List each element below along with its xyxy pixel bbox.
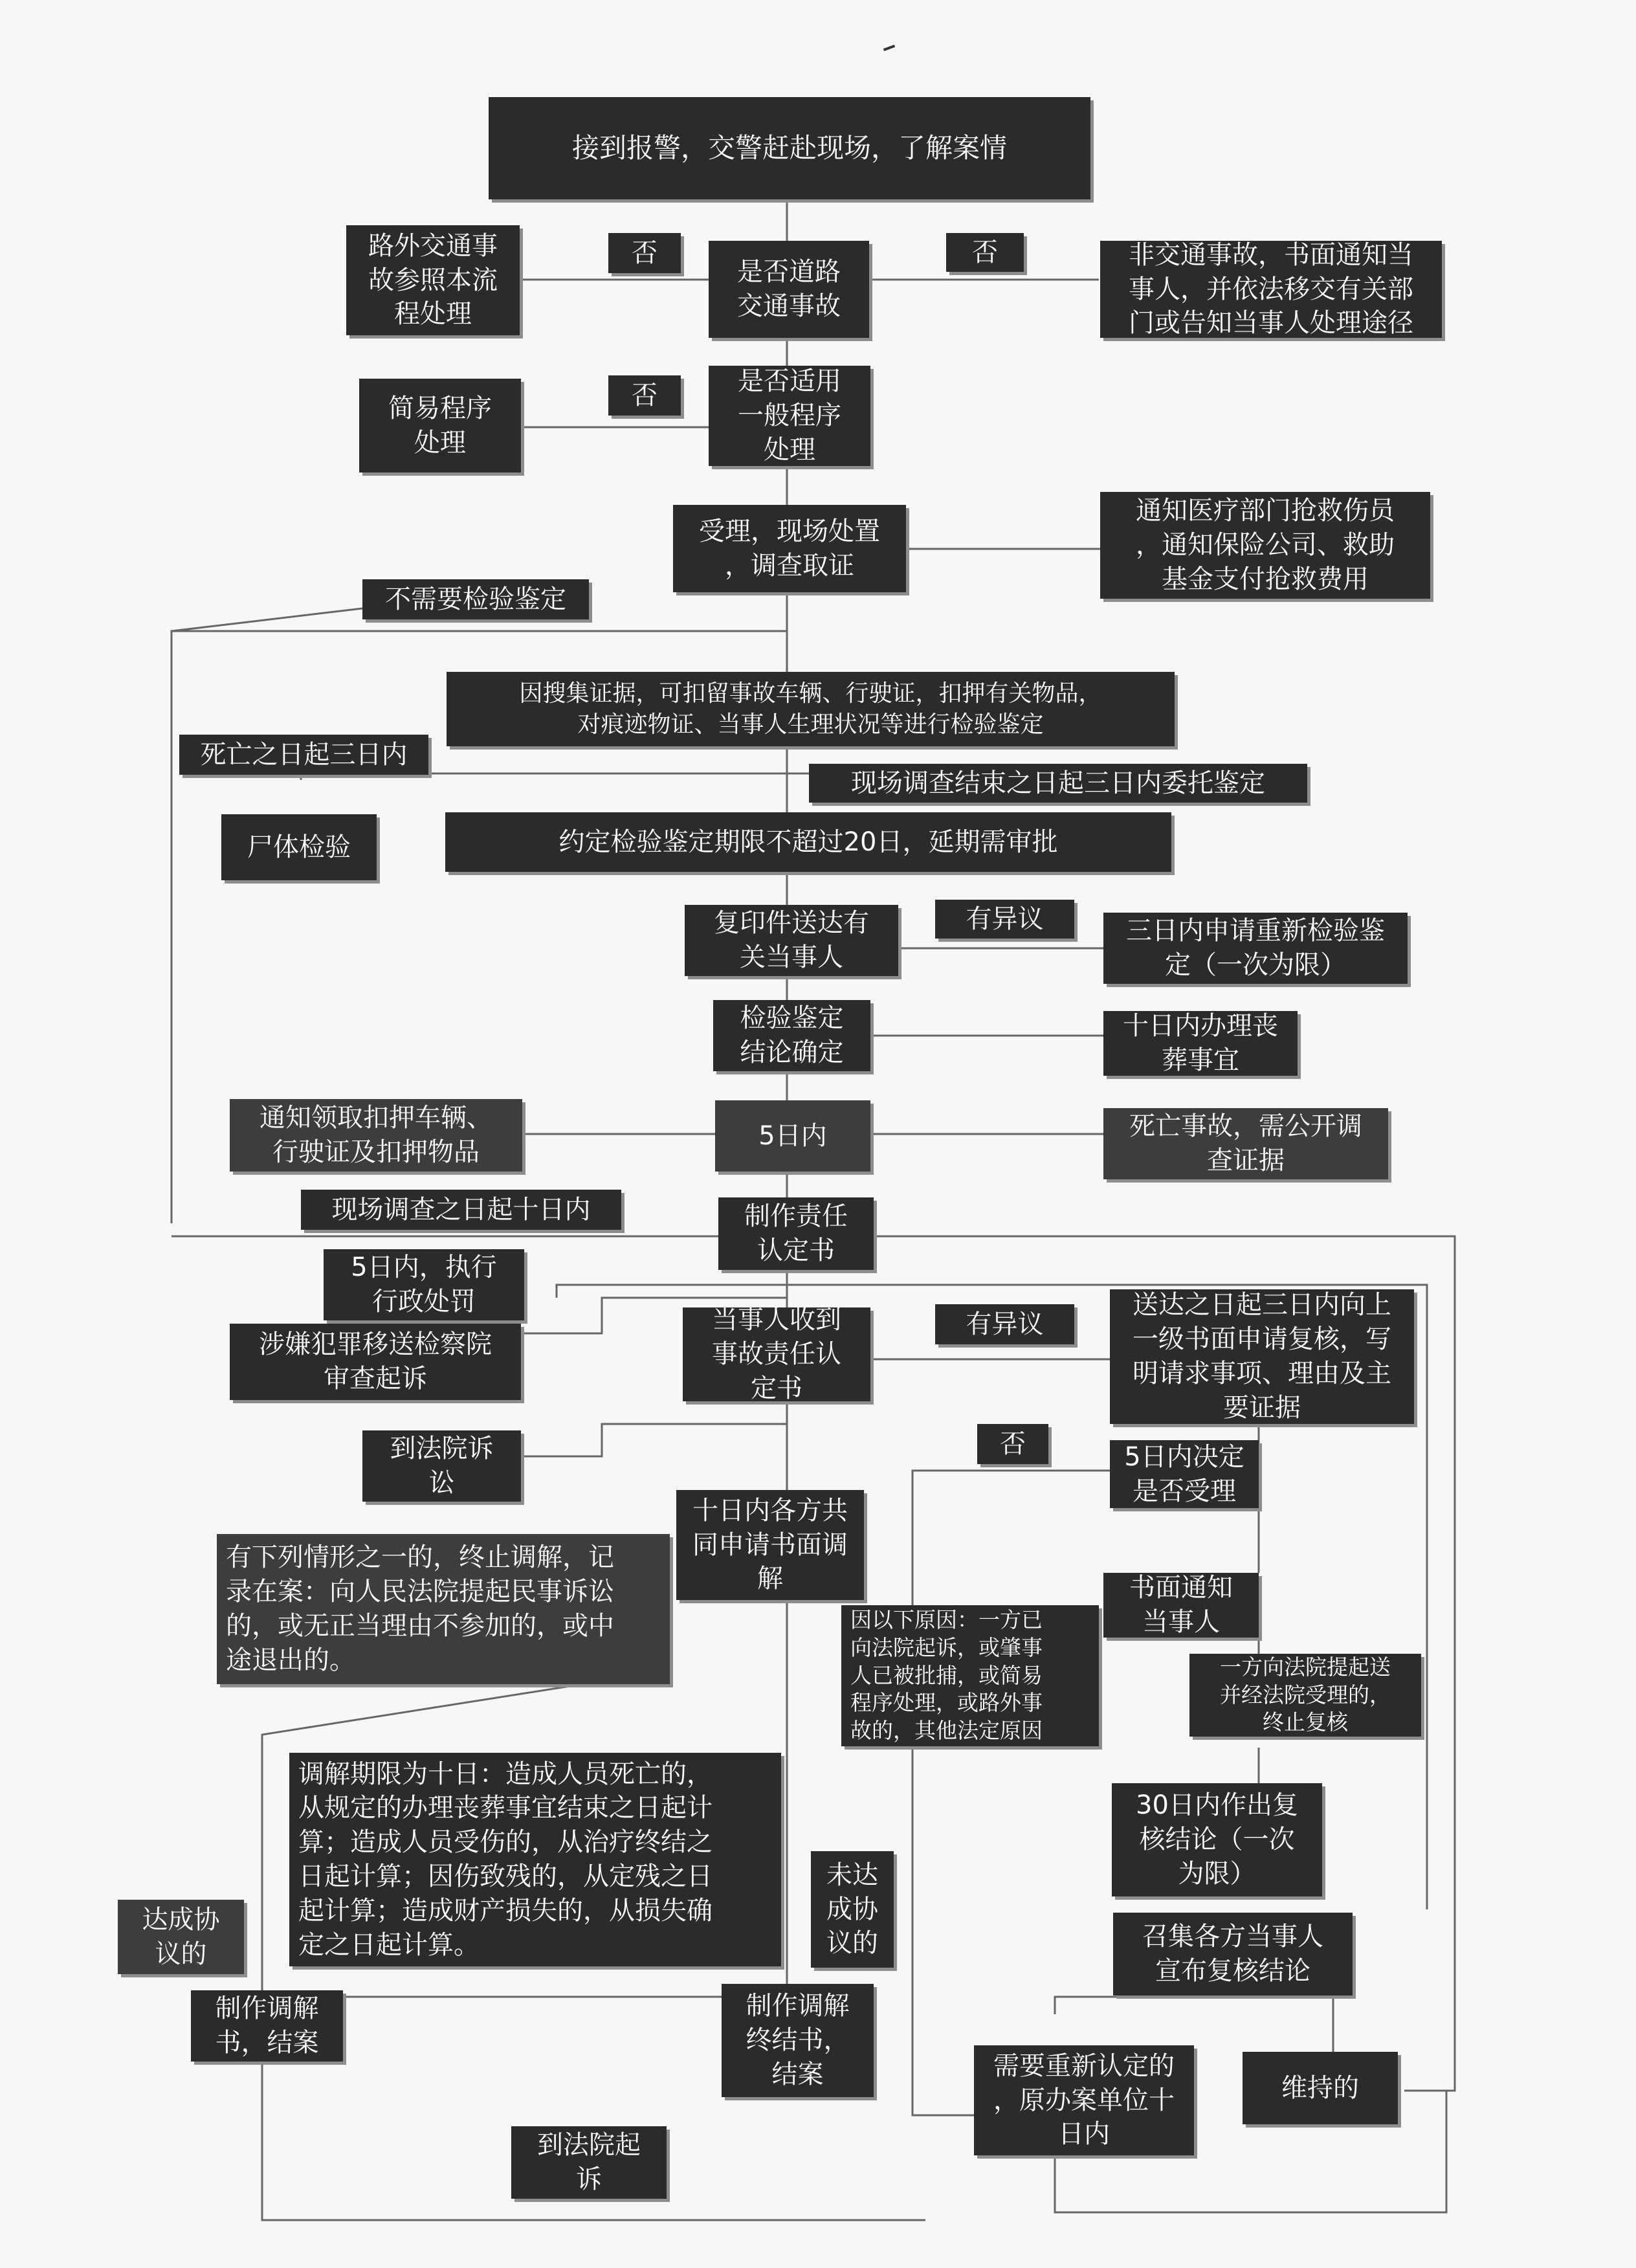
not-agreed-node: 未达 成协 议的: [811, 1851, 894, 1968]
death-three-days-label: 死亡之日起三日内: [179, 735, 428, 775]
announce-review-node: 召集各方当事人 宣布复核结论: [1113, 1913, 1353, 1996]
autopsy-node: 尸体检验: [221, 814, 377, 880]
reinspect-node: 三日内申请重新检验鉴 定（一次为限）: [1103, 913, 1408, 984]
start-node: 接到报警，交警赶赴现场，了解案情: [489, 97, 1090, 199]
offroad-node: 路外交通事 故参照本流 程处理: [346, 225, 520, 335]
mediation-book-node: 制作调解 书，结案: [191, 1990, 343, 2062]
copy-delivery-node: 复印件送达有 关当事人: [685, 905, 898, 976]
no-label-1: 否: [608, 233, 681, 273]
conclusion-node: 检验鉴定 结论确定: [713, 1000, 870, 1071]
funeral-ten-days-node: 十日内办理丧 葬事宜: [1103, 1011, 1298, 1076]
court-sue-node: 到法院起 诉: [511, 2126, 667, 2199]
collect-evidence-node: 因搜集证据，可扣留事故车辆、行驶证，扣押有关物品， 对痕迹物证、当事人生理状况等进行检验鉴定: [447, 672, 1175, 746]
objection-label-2: 有异议: [935, 1304, 1074, 1344]
terminate-mediation-node: 有下列情形之一的，终止调解，记 录在案：向人民法院提起民事诉讼 的，或无正当理由不参加的，或中 途退出的。: [217, 1534, 670, 1684]
non-traffic-node: 非交通事故，书面通知当 事人，并依法移交有关部 门或告知当事人处理途径: [1100, 241, 1442, 338]
is-road-accident-node: 是否道路 交通事故: [709, 241, 869, 338]
no-label-2: 否: [946, 233, 1024, 272]
re-determine-node: 需要重新认定的 ，原办案单位十 日内: [974, 2045, 1194, 2155]
review-thirty-days-node: 30日内作出复 核结论（一次 为限）: [1112, 1783, 1322, 1896]
no-inspection-label: 不需要检验鉴定: [362, 579, 589, 619]
mediation-period-node: 调解期限为十日：造成人员死亡的， 从规定的办理丧葬事宜结束之日起计 算；造成人员受伤的，从治疗终结之 日起计算；因伤致残的，从定残之日 起计算；造成财产损失的，从损失确 定之日起计算。: [289, 1753, 781, 1966]
maintain-node: 维持的: [1243, 2052, 1398, 2124]
written-notice-node: 书面通知 当事人: [1103, 1573, 1259, 1638]
receive-responsibility-node: 当事人收到 事故责任认 定书: [683, 1307, 870, 1401]
crime-transfer-node: 涉嫌犯罪移送检察院 审查起诉: [230, 1324, 521, 1400]
notify-medical-node: 通知医疗部门抢救伤员 ，通知保险公司、救助 基金支付抢救费用: [1100, 492, 1430, 599]
review-apply-node: 送达之日起三日内向上 一级书面申请复核，写 明请求事项、理由及主 要证据: [1110, 1289, 1414, 1424]
site-ten-days-label: 现场调查之日起十日内: [301, 1190, 621, 1230]
site-three-days-label: 现场调查结束之日起三日内委托鉴定: [809, 764, 1307, 803]
agreed-node: 达成协 议的: [118, 1900, 244, 1974]
objection-label-1: 有异议: [935, 900, 1074, 939]
mediate-ten-days-node: 十日内各方共 同申请书面调 解: [676, 1490, 864, 1600]
terminate-review-node: 一方向法院提起送 并经法院受理的， 终止复核: [1189, 1654, 1421, 1737]
make-responsibility-node: 制作责任 认定书: [718, 1197, 874, 1270]
no-label-3: 否: [608, 375, 681, 416]
termination-book-node: 制作调解 终结书， 结案: [722, 1984, 874, 2097]
decide-five-days-node: 5日内决定 是否受理: [1110, 1440, 1259, 1508]
limit-20-days-node: 约定检验鉴定期限不超过20日，延期需审批: [445, 812, 1171, 872]
notify-vehicle-node: 通知领取扣押车辆、 行驶证及扣押物品: [230, 1099, 522, 1172]
five-days-node-a: 5日内: [715, 1100, 870, 1172]
court-lawsuit-node: 到法院诉 讼: [362, 1430, 521, 1502]
accept-node: 受理，现场处置 ，调查取证: [673, 505, 906, 592]
no-label-4: 否: [977, 1424, 1048, 1464]
admin-penalty-node: 5日内，执行 行政处罚: [324, 1249, 524, 1320]
simple-procedure-node: 简易程序 处理: [359, 379, 521, 472]
reasons-node: 因以下原因：一方已 向法院起诉，或肇事 人已被批捕，或简易 程序处理，或路外事 故的，其他法定原因: [841, 1605, 1099, 1746]
general-procedure-node: 是否适用 一般程序 处理: [709, 366, 870, 466]
death-public-node: 死亡事故，需公开调 查证据: [1103, 1108, 1388, 1179]
